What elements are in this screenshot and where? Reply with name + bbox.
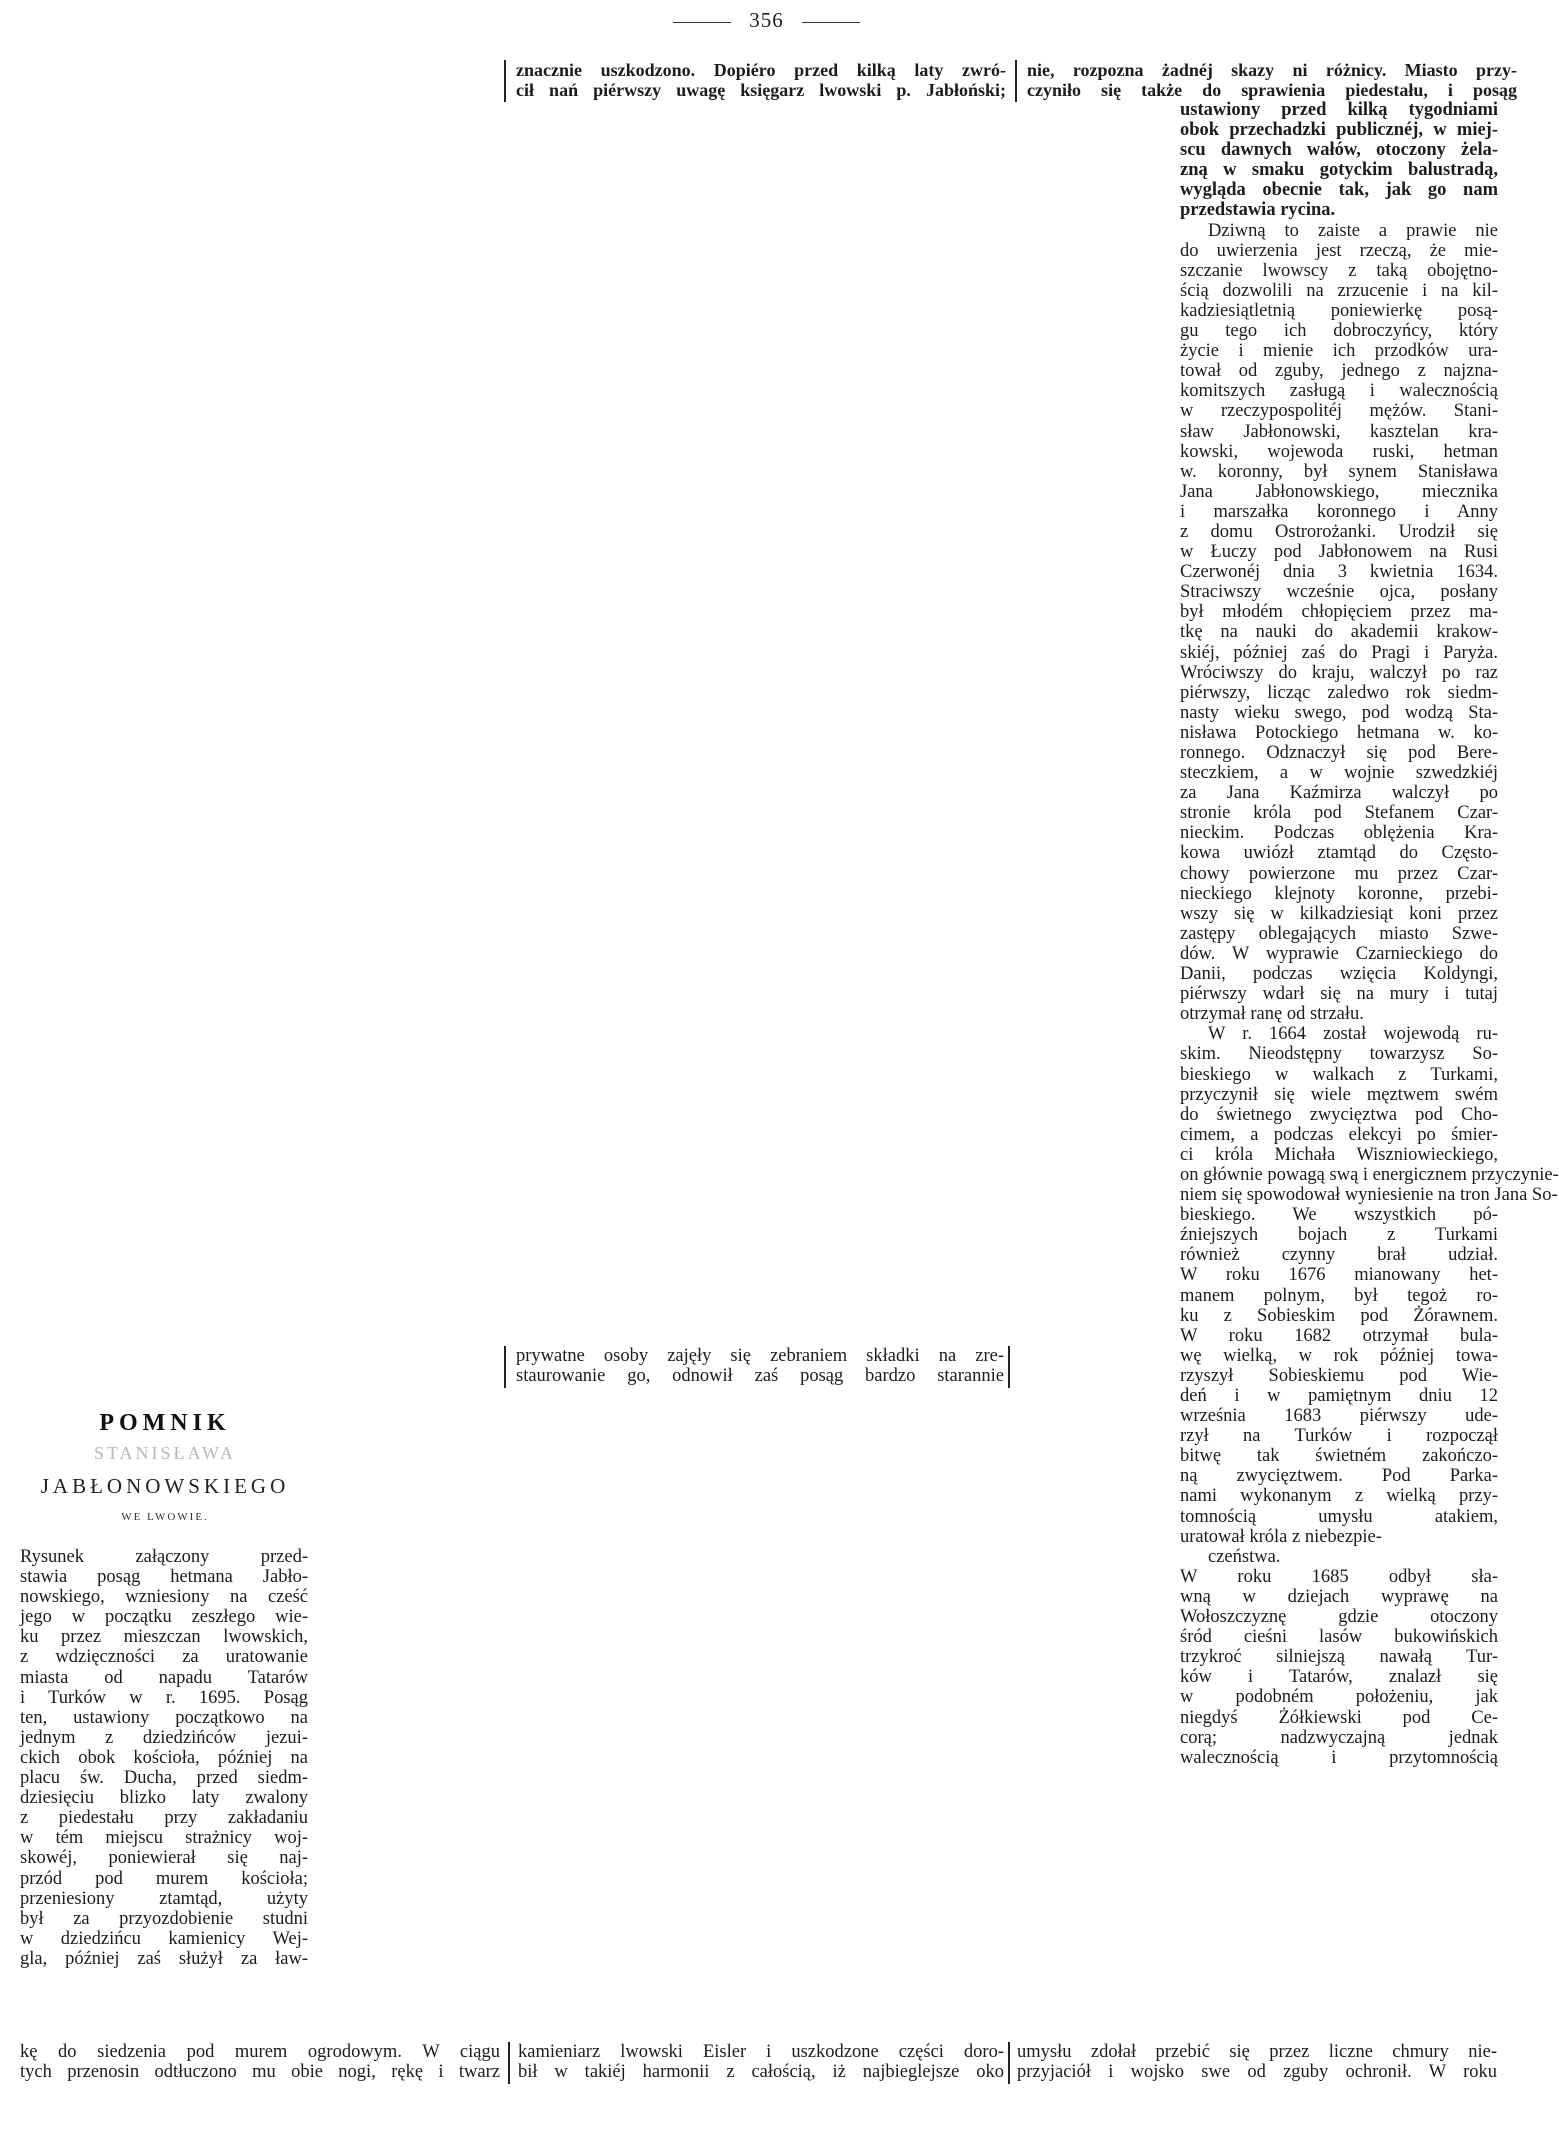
header-dash-right bbox=[802, 22, 860, 23]
text-line: ustawiony przed kilką tygodniami bbox=[1180, 100, 1498, 120]
text-line: Wróciwszy do kraju, walczył po raz bbox=[1180, 662, 1498, 683]
text-line: bieskiego w walkach z Turkami, bbox=[1180, 1064, 1498, 1085]
text-line: Straciwszy wcześnie ojca, posłany bbox=[1180, 582, 1498, 603]
top-text-column-2 bbox=[1027, 60, 1517, 100]
text-line: zną w smaku gotyckim balustradą, bbox=[1180, 160, 1498, 181]
text-line: tomnością umysłu atakiem, bbox=[1180, 1506, 1498, 1527]
text-line: nasty wieku swego, pod wodzą Sta- bbox=[1180, 702, 1498, 723]
text-line: umysłu zdołał przebić się przez liczne chmury nie- bbox=[1017, 2042, 1497, 2062]
text-line: ku z Sobieskim pod Żórawnem. bbox=[1180, 1305, 1498, 1326]
text-line: manem polnym, był tegoż ro- bbox=[1180, 1285, 1498, 1306]
text-line: miasta od napadu Tatarów bbox=[20, 1667, 308, 1688]
text-line: walecznością i przytomnością bbox=[1180, 1747, 1498, 1768]
text-line: scu dawnych wałów, otoczony żela- bbox=[1180, 140, 1498, 161]
text-line: Jana Jabłonowskiego, miecznika bbox=[1180, 481, 1498, 502]
text-line: nieckim. Podczas oblężenia Kra- bbox=[1180, 823, 1498, 844]
text-line: Wołoszczyznę gdzie otoczony bbox=[1180, 1607, 1498, 1628]
text-line: placu św. Ducha, przed siedm- bbox=[20, 1768, 308, 1789]
column-rule-mid-right bbox=[1008, 1346, 1010, 1388]
text-line: jednym z dziedzińców jezui- bbox=[20, 1727, 308, 1748]
article-title-location: WE LWOWIE. bbox=[121, 1511, 209, 1523]
text-line: ku przez mieszczan lwowskich, bbox=[20, 1627, 308, 1648]
bottom-text-column-3 bbox=[1017, 2042, 1497, 2082]
text-line: do świetnego zwycięztwa pod Cho- bbox=[1180, 1104, 1498, 1125]
text-line: kadziesiątletnią poniewierkę posą- bbox=[1180, 300, 1498, 321]
text-line: piérwszy wdarł się na mury i tutaj bbox=[1180, 984, 1498, 1005]
text-line: również czynny brał udział. bbox=[1180, 1245, 1498, 1266]
column-rule-bottom-left bbox=[508, 2042, 510, 2084]
text-line: szczanie lwowscy z taką obojętno- bbox=[1180, 260, 1498, 281]
text-line: niegdyś Żółkiewski pod Ce- bbox=[1180, 1707, 1498, 1728]
text-line: deń i w pamiętnym dniu 12 bbox=[1180, 1386, 1498, 1406]
text-line: otrzymał ranę od strzału. bbox=[1180, 1004, 1364, 1025]
text-line: wygląda obecnie tak, jak go nam bbox=[1180, 180, 1498, 201]
text-line: W r. 1664 został wojewodą ru- bbox=[1208, 1024, 1498, 1045]
text-line: kamieniarz lwowski Eisler i uszkodzone części doro- bbox=[518, 2042, 1004, 2062]
text-line: Danii, podczas wzięcia Koldyngi, bbox=[1180, 964, 1498, 985]
text-line: nie, rozpozna żadnéj skazy ni różnicy. Miasto przy- bbox=[1027, 60, 1517, 80]
text-line: stronie króla pod Stefanem Czar- bbox=[1180, 803, 1498, 824]
text-line: staurowanie go, odnowił zaś posąg bardzo starannie bbox=[516, 1366, 1004, 1386]
top-text-column-1 bbox=[516, 60, 1006, 100]
text-line: z piedestału przy zakładaniu bbox=[20, 1808, 308, 1829]
text-line: z wdzięczności za uratowanie bbox=[20, 1647, 308, 1668]
bottom-text-column-2 bbox=[518, 2042, 1004, 2082]
text-line: wę wielką, w rok później towa- bbox=[1180, 1345, 1498, 1366]
text-line: z domu Ostrorożanki. Urodził się bbox=[1180, 521, 1498, 542]
text-line: za Jana Kaźmirza walczył po bbox=[1180, 783, 1498, 804]
text-line: dziesięciu blizko laty zwalony bbox=[20, 1788, 308, 1809]
text-line: dów. W wyprawie Czarnieckiego do bbox=[1180, 943, 1498, 964]
text-line: Rysunek załączony przed- bbox=[20, 1547, 308, 1567]
text-line: przeniesiony ztamtąd, użyty bbox=[20, 1888, 308, 1909]
middle-text-column-1 bbox=[516, 1346, 1004, 1386]
text-line: źniejszych bojach z Turkami bbox=[1180, 1225, 1498, 1246]
text-line: obok przechadzki publicznéj, w miej- bbox=[1180, 120, 1498, 141]
text-line: ten, ustawiony początkowo na bbox=[20, 1707, 308, 1728]
text-line: cił nań piérwszy uwagę księgarz lwowski p. Jabłoński; bbox=[516, 80, 1006, 100]
text-line: uratował króla z niebezpie- bbox=[1180, 1526, 1382, 1547]
text-line: skiéj, później zaś do Pragi i Paryża. bbox=[1180, 642, 1498, 663]
text-line: Dziwną to zaiste a prawie nie bbox=[1208, 220, 1498, 241]
text-line: ci króla Michała Wiszniowieckiego, bbox=[1180, 1144, 1498, 1165]
text-line: życie i mienie ich przodków ura- bbox=[1180, 341, 1498, 362]
text-line: rzyszył Sobieskiemu pod Wie- bbox=[1180, 1365, 1498, 1386]
bottom-text-column-1 bbox=[20, 2042, 500, 2082]
text-line: nami wykonanym z wielką przy- bbox=[1180, 1486, 1498, 1507]
text-line: w Łuczy pod Jabłonowem na Rusi bbox=[1180, 542, 1498, 563]
text-line: stawia posąg hetmana Jabło- bbox=[20, 1567, 308, 1588]
column-rule-mid-left bbox=[504, 1346, 506, 1388]
text-line: ckich obok kościoła, później na bbox=[20, 1747, 308, 1768]
text-line: nisława Potockiego hetmana w. ko- bbox=[1180, 722, 1498, 743]
text-line: przedstawia rycina. bbox=[1180, 200, 1336, 221]
text-line: ków i Tatarów, znalazł się bbox=[1180, 1667, 1498, 1688]
text-line: prywatne osoby zajęły się zebraniem składki na zre- bbox=[516, 1346, 1004, 1366]
text-line: gla, później zaś służył za ław- bbox=[20, 1948, 308, 1969]
column-rule-bottom-right bbox=[1008, 2042, 1010, 2084]
text-line: corą; nadzwyczajną jednak bbox=[1180, 1727, 1498, 1748]
text-line: gu tego ich dobroczyńcy, który bbox=[1180, 321, 1498, 342]
text-line: wną w dziejach wyprawę na bbox=[1180, 1586, 1498, 1607]
text-line: tował od zguby, jednego z najzna- bbox=[1180, 361, 1498, 382]
text-line: ścią dozwolili na zrzucenie i na kil- bbox=[1180, 280, 1498, 301]
text-line: do uwierzenia jest rzeczą, że mie- bbox=[1180, 240, 1498, 261]
text-line: tkę na nauki do akademii krakow- bbox=[1180, 622, 1498, 643]
article-title-block bbox=[20, 1408, 310, 1530]
text-line: on głównie powagą swą i energicznem przyczynie- bbox=[1180, 1164, 1559, 1185]
text-line: przyczynił się wiele męztwem swém bbox=[1180, 1084, 1498, 1105]
text-line: skowéj, poniewierał się naj- bbox=[20, 1848, 308, 1869]
text-line: znacznie uszkodzono. Dopiéro przed kilką laty zwró- bbox=[516, 60, 1006, 80]
text-line: kowski, wojewoda ruski, hetman bbox=[1180, 441, 1498, 462]
text-line: kowa uwiózł ztamtąd do Często- bbox=[1180, 843, 1498, 864]
text-line: ną zwycięztwem. Pod Parka- bbox=[1180, 1466, 1498, 1487]
text-line: zastępy oblegających miasto Szwe- bbox=[1180, 923, 1498, 944]
article-title-pomnik: POMNIK bbox=[99, 1410, 231, 1436]
page-number-header bbox=[0, 6, 1533, 34]
text-line: był za przyozdobienie studni bbox=[20, 1908, 308, 1929]
text-line: przyjaciół i wojsko swe od zguby ochronił. W roku bbox=[1017, 2062, 1497, 2082]
text-line: cimem, a podczas elekcyi po śmier- bbox=[1180, 1124, 1498, 1145]
text-line: Czerwonéj dnia 3 kwietnia 1634. bbox=[1180, 562, 1498, 583]
text-line: w rzeczypospolitéj mężów. Stani- bbox=[1180, 401, 1498, 422]
page-number: 356 bbox=[749, 8, 784, 32]
text-line: i marszałka koronnego i Anny bbox=[1180, 501, 1498, 522]
left-text-column bbox=[20, 1547, 308, 1969]
text-line: kę do siedzenia pod murem ogrodowym. W ciągu bbox=[20, 2042, 500, 2062]
text-line: bił w takiéj harmonii z całością, iż najbieglejsze oko bbox=[518, 2062, 1004, 2082]
text-line: W roku 1685 odbył sła- bbox=[1180, 1566, 1498, 1587]
text-line: piérwszy, licząc zaledwo rok siedm- bbox=[1180, 682, 1498, 703]
column-rule-top-left bbox=[504, 60, 506, 102]
text-line: nowskiego, wzniesiony na cześć bbox=[20, 1587, 308, 1608]
text-line: jego w początku zeszłego wie- bbox=[20, 1607, 308, 1628]
text-line: skim. Nieodstępny towarzysz So- bbox=[1180, 1044, 1498, 1065]
text-line: był młodém chłopięciem przez ma- bbox=[1180, 602, 1498, 623]
text-line: W roku 1682 otrzymał bula- bbox=[1180, 1325, 1498, 1346]
text-line: komitszych zasługą i walecznością bbox=[1180, 381, 1498, 402]
right-text-column bbox=[1180, 100, 1559, 1768]
text-line: W roku 1676 mianowany het- bbox=[1180, 1265, 1498, 1286]
text-line: bieskiego. We wszystkich pó- bbox=[1180, 1205, 1498, 1226]
text-line: bitwę tak świetném zakończo- bbox=[1180, 1446, 1498, 1467]
text-line: w podobném położeniu, jak bbox=[1180, 1687, 1498, 1708]
text-line: rzył na Turków i rozpoczął bbox=[1180, 1426, 1498, 1447]
text-line: ronnego. Odznaczył się pod Bere- bbox=[1180, 743, 1498, 763]
text-line: w tém miejscu strażnicy woj- bbox=[20, 1828, 308, 1849]
text-line: chowy powierzone mu przez Czar- bbox=[1180, 863, 1498, 884]
text-line: sław Jabłonowski, kasztelan kra- bbox=[1180, 421, 1498, 442]
text-line: trzykroć silniejszą nawałą Tur- bbox=[1180, 1647, 1498, 1668]
text-line: i Turków w r. 1695. Posąg bbox=[20, 1687, 308, 1708]
header-dash-left bbox=[673, 22, 731, 23]
text-line: wszy się w kilkadziesiąt koni przez bbox=[1180, 903, 1498, 924]
text-line: czeństwa. bbox=[1208, 1546, 1281, 1567]
article-title-name-first: STANISŁAWA bbox=[93, 1443, 237, 1463]
text-line: przód pod murem kościoła; bbox=[20, 1868, 308, 1889]
text-line: śród cieśni lasów bukowińskich bbox=[1180, 1627, 1498, 1648]
text-line: niem się spowodował wyniesienie na tron Jana So- bbox=[1180, 1185, 1558, 1206]
column-rule-top-right bbox=[1015, 60, 1017, 102]
text-line: w. koronny, był synem Stanisława bbox=[1180, 461, 1498, 482]
text-line: września 1683 piérwszy ude- bbox=[1180, 1406, 1498, 1427]
text-line: w dziedzińcu kamienicy Wej- bbox=[20, 1928, 308, 1949]
text-line: nieckiego klejnoty koronne, przebi- bbox=[1180, 883, 1498, 904]
article-title-name-last: JABŁONOWSKIEGO bbox=[40, 1474, 290, 1498]
text-line: czyniło się także do sprawienia piedestału, i posąg bbox=[1027, 80, 1517, 100]
text-line: steczkiem, a w wojnie szwedzkiéj bbox=[1180, 763, 1498, 784]
text-line: tych przenosin odtłuczono mu obie nogi, rękę i twarz bbox=[20, 2062, 500, 2082]
